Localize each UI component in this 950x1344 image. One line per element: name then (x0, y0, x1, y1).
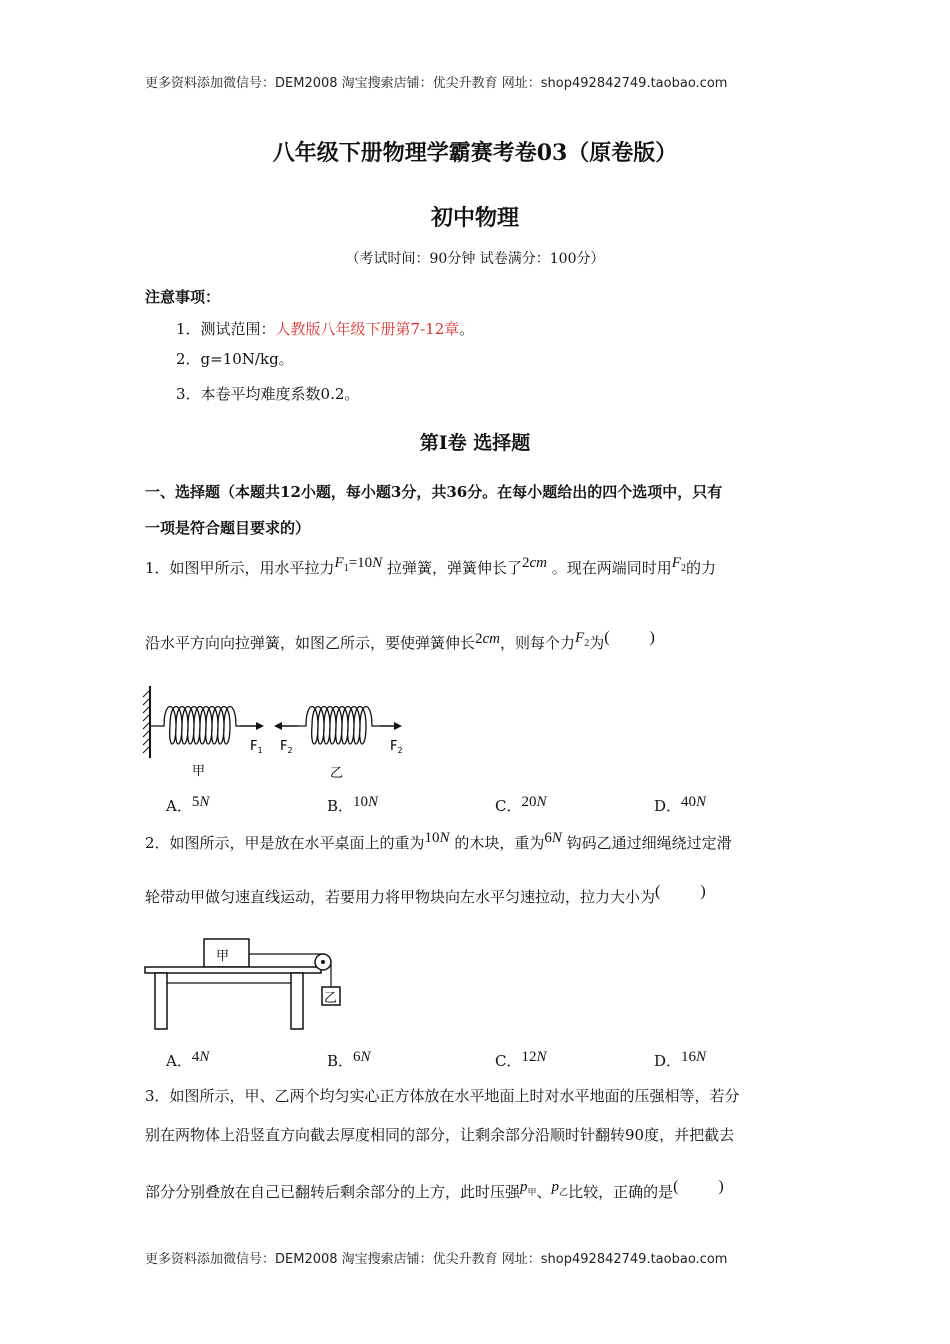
spring-jia (150, 707, 240, 745)
block-jia-label: 甲 (216, 949, 230, 964)
page-title: 八年级下册物理学霸赛考卷03（原卷版） (272, 140, 678, 166)
table-leg-right (291, 973, 303, 1029)
q1-f1-symbol: $F_1$ (334, 555, 349, 574)
q1-option-b[interactable]: B．10N (327, 794, 379, 815)
q1-text-c: 。现在两端同时用 (551, 559, 672, 577)
q2-option-a[interactable]: A．4N (166, 1049, 210, 1070)
q3-text-b: 比较，正确的是 (568, 1183, 674, 1201)
q1-text-d: 的力 (685, 559, 716, 577)
q2-option-c[interactable]: C．12N (495, 1049, 547, 1070)
label-f2-left: $F_2$ (280, 739, 293, 755)
wall-hatch (143, 690, 150, 753)
q2-weight-yi: 6N (544, 830, 562, 846)
page-header: 更多资料添加微信号：DEM2008 淘宝搜索店铺：优尖升教育 网址：shop492842749.taobao.com (145, 76, 728, 91)
q2-text-b: 的木块，重为 (454, 834, 545, 852)
q1-option-c[interactable]: C．20N (495, 794, 547, 815)
section-title: 第Ⅰ卷 选择题 (419, 432, 531, 454)
caption-jia: 甲 (192, 764, 206, 779)
page-footer: 更多资料添加微信号：DEM2008 淘宝搜索店铺：优尖升教育 网址：shop492842749.taobao.com (145, 1252, 728, 1267)
arrow-f1-head (256, 722, 264, 730)
q2-weight-jia: 10N (424, 830, 450, 846)
q1-stretch-value: 2cm (522, 555, 547, 571)
part-heading-line2: 一项是符合题目要求的） (145, 519, 311, 537)
q3-line2: 别在两物体上沿竖直方向截去厚度相同的部分，让剩余部分沿顺时针翻转90度，并把截去 (145, 1126, 735, 1144)
weight-yi-label: 乙 (324, 991, 338, 1006)
q1-answer-paren: ( ) (604, 629, 655, 646)
q1-spring-figure (140, 680, 420, 785)
q1-text-f: ，则每个力 (500, 634, 576, 652)
q2-pulley-figure (143, 935, 353, 1035)
page-subtitle: 初中物理 (430, 205, 519, 231)
note-item-1-prefix: 1．测试范围： (176, 320, 276, 338)
q1-text-a: 1．如图甲所示，用水平拉力 (145, 559, 335, 577)
pulley-axle (321, 960, 325, 964)
q2-text-d: 轮带动甲做匀速直线运动，若要用力将甲物块向左水平匀速拉动，拉力大小为 (145, 888, 656, 906)
q1-option-d[interactable]: D．40N (654, 794, 707, 815)
exam-info: （考试时间：90分钟 试卷满分：100分） (345, 251, 605, 267)
part-heading-line1: 一、选择题（本题共12小题，每小题3分，共36分。在每小题给出的四个选项中，只有 (145, 483, 723, 501)
q3-text-a: 部分分别叠放在自己已翻转后剩余部分的上方，此时压强 (145, 1183, 521, 1201)
q3-p-yi: $p_乙$ (551, 1179, 569, 1197)
note-item-1 (176, 318, 474, 339)
arrow-f2-left-head (274, 722, 282, 730)
notes-heading: 注意事项： (145, 288, 221, 306)
label-f2-right: $F_2$ (390, 739, 403, 755)
q3-separator: 、 (536, 1183, 552, 1201)
q2-line1 (145, 832, 732, 853)
caption-yi: 乙 (330, 766, 344, 781)
q3-line1: 3．如图所示，甲、乙两个均匀实心正方体放在水平地面上时对水平地面的压强相等，若分 (145, 1087, 740, 1105)
arrow-f2-right-head (394, 722, 402, 730)
q1-text-g: 为 (589, 634, 605, 652)
note-item-2: 2．g=10N/kg。 (176, 350, 294, 368)
q1-f1-value: =10N (348, 555, 383, 571)
note-item-1-suffix: 。 (459, 320, 475, 338)
q3-line3 (145, 1178, 724, 1204)
q1-line1 (145, 557, 716, 580)
table-top (145, 967, 321, 973)
note-item-3: 3．本卷平均难度系数0.2。 (176, 385, 360, 403)
q1-line2 (145, 629, 655, 655)
label-f1: $F_1$ (250, 739, 263, 755)
q2-option-d[interactable]: D．16N (654, 1049, 707, 1070)
q1-option-a[interactable]: A．5N (166, 794, 210, 815)
q2-text-c: 钩码乙通过细绳绕过定滑 (566, 834, 732, 852)
q1-text-b: 拉弹簧，弹簧伸长了 (386, 559, 522, 577)
q2-option-b[interactable]: B．6N (327, 1049, 371, 1070)
q3-answer-paren: ( ) (673, 1178, 724, 1195)
q2-answer-paren: ( ) (655, 883, 706, 900)
q1-text-e: 沿水平方向向拉弹簧，如图乙所示，要使弹簧伸长 (145, 634, 476, 652)
q1-stretch-value-2: 2cm (475, 631, 501, 647)
q2-line2 (145, 883, 706, 907)
q2-text-a: 2．如图所示，甲是放在水平桌面上的重为 (145, 834, 425, 852)
table-leg-left (155, 973, 167, 1029)
q1-f2-symbol: $F_2$ (671, 555, 686, 574)
q3-p-jia: $p_甲$ (520, 1179, 537, 1197)
spring-yi (298, 707, 380, 745)
note-item-1-scope: 人教版八年级下册第7-12章 (275, 320, 460, 338)
q1-f2-symbol-2: $F_2$ (575, 630, 590, 649)
